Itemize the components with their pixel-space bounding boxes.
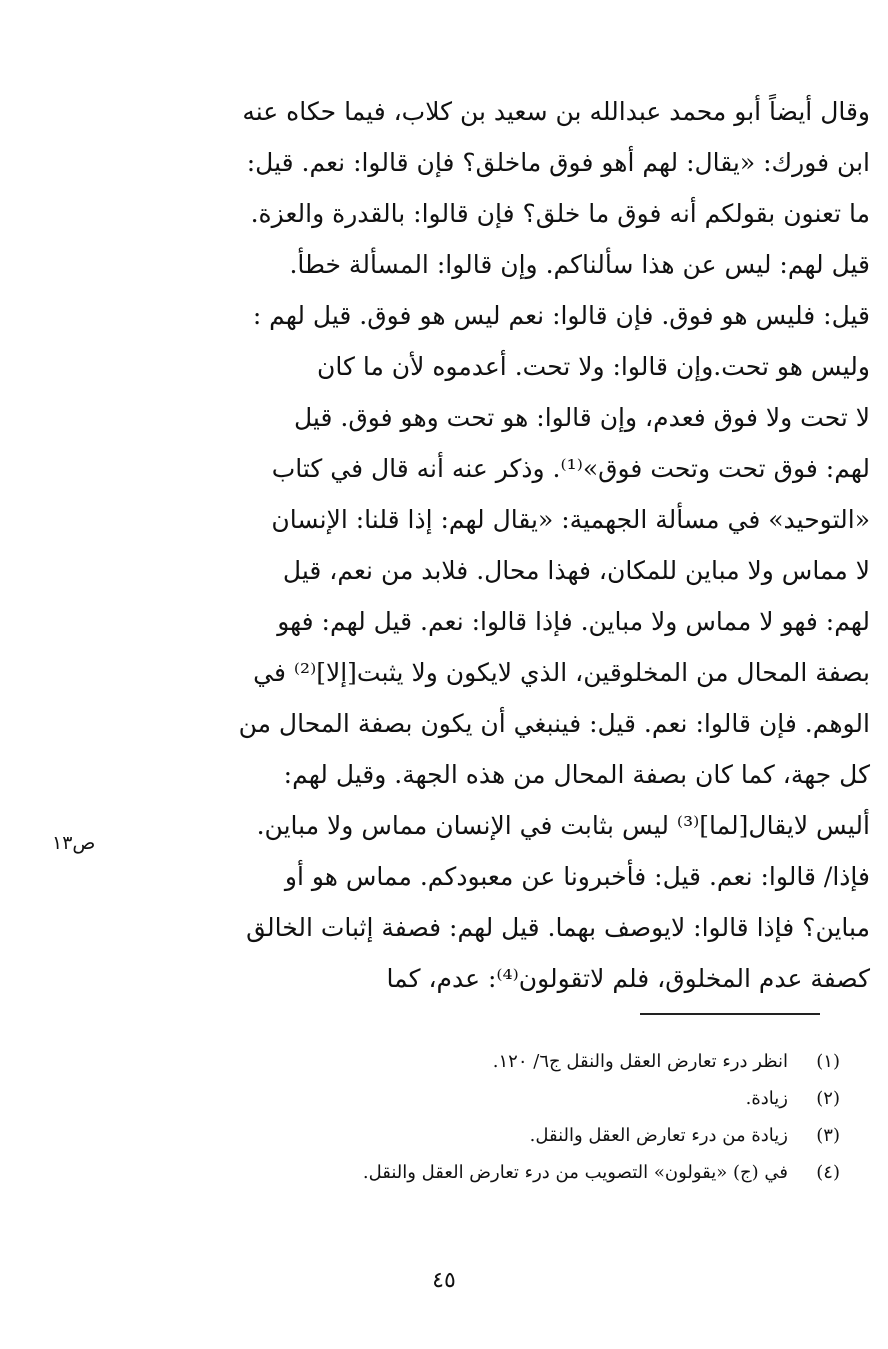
body-text (155, 86, 870, 1004)
footnote-item (240, 1154, 840, 1191)
margin-page-reference: ص١٣ (52, 832, 96, 854)
text-line: فإذا/ قالوا: نعم. قيل: فأخبرونا عن معبودكم. مماس هو أو (284, 862, 870, 891)
text-line: وليس هو تحت.وإن قالوا: ولا تحت. أعدموه لأن ما كان (317, 352, 870, 381)
footnote-text: زيادة. (745, 1088, 788, 1109)
footnote-item (240, 1080, 840, 1117)
footnote-text: انظر درء تعارض العقل والنقل ج٦/ ١٢٠. (492, 1051, 788, 1072)
page-number: ٤٥ (432, 1268, 456, 1293)
footnote-number: (٤) (816, 1162, 840, 1183)
text-line: الوهم. فإن قالوا: نعم. قيل: فينبغي أن يكون بصفة المحال من (238, 709, 870, 738)
text-line: لا مماس ولا مباين للمكان، فهذا محال. فلابد من نعم، قيل (282, 556, 870, 585)
text-line: مباين؟ فإذا قالوا: لايوصف بهما. قيل لهم: فصفة إثبات الخالق (246, 913, 870, 942)
text-line: كصفة عدم المخلوق، فلم لاتقولون⁽⁴⁾: عدم، كما (386, 964, 870, 993)
text-line: قيل لهم: ليس عن هذا سألناكم. وإن قالوا: المسألة خطأ. (289, 250, 870, 279)
text-line: ما تعنون بقولكم أنه فوق ما خلق؟ فإن قالوا: بالقدرة والعزة. (250, 199, 870, 228)
text-line: لا تحت ولا فوق فعدم، وإن قالوا: هو تحت وهو فوق. قيل (294, 403, 870, 432)
text-line: لهم: فوق تحت وتحت فوق»⁽¹⁾. وذكر عنه أنه قال في كتاب (271, 454, 870, 483)
footnote-number: (١) (816, 1051, 840, 1072)
footnotes (240, 1043, 840, 1191)
footnote-number: (٢) (816, 1088, 840, 1109)
footnote-number: (٣) (816, 1125, 840, 1146)
text-line: قيل: فليس هو فوق. فإن قالوا: نعم ليس هو فوق. قيل لهم : (252, 301, 870, 330)
footnote-separator (640, 1013, 820, 1015)
text-line: وقال أيضاً أبو محمد عبدالله بن سعيد بن كلاب، فيما حكاه عنه (242, 97, 870, 126)
text-line: «التوحيد» في مسألة الجهمية: «يقال لهم: إذا قلنا: الإنسان (271, 505, 870, 534)
footnote-text: زيادة من درء تعارض العقل والنقل. (529, 1125, 788, 1146)
text-line: كل جهة، كما كان بصفة المحال من هذه الجهة. وقيل لهم: (283, 760, 870, 789)
text-line: ابن فورك: «يقال: لهم أهو فوق ماخلق؟ فإن قالوا: نعم. قيل: (246, 148, 870, 177)
footnote-text: في (ج) «يقولون» التصويب من درء تعارض العقل والنقل. (362, 1162, 788, 1183)
text-line: أليس لايقال[لما]⁽³⁾ ليس بثابت في الإنسان مماس ولا مباين. (256, 811, 870, 840)
footnote-item (240, 1117, 840, 1154)
text-line: بصفة المحال من المخلوقين، الذي لايكون ولا يثبت[إلا]⁽²⁾ في (253, 658, 870, 687)
footnote-item (240, 1043, 840, 1080)
text-line: لهم: فهو لا مماس ولا مباين. فإذا قالوا: نعم. قيل لهم: فهو (277, 607, 870, 636)
